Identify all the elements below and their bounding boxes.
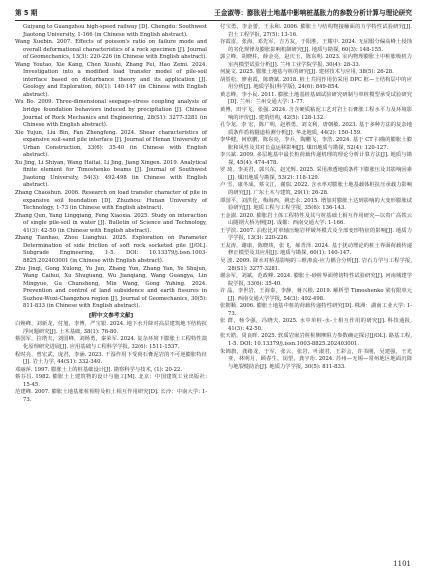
reference-entry: 李华健，何欣鹏，陈东亮，李兵，陶鹏飞，李浩. 2024. 基于 CT 扫描的膨胀土膨胀和风性及其对长盒运移影响[J]. 煤田地质与勘探, 52(4): 120-127. (220, 137, 412, 151)
reference-entry: 孔令龙，李 宏，陈广明，赵胜勇，刘文利，唐朝敏. 2023. 基于多种方法的复杂地质条件盾构隧道检测分析[J]. 华北地质, 44(2): 150-159. (220, 122, 412, 136)
reference-entry: 王学滨. 2007. 泊松比对单轴压缩岩样破坏模式及全部变形特征的影响[J]. 地质力学学报, 13(3): 220-226. (220, 227, 412, 242)
reference-entry: 罗 琦，李美君，郭兴东，赵光辉. 2025. 采用渗透地质条件下膨胀压及其影响因素[J]. 煤田地质与勘探, 53(2): 118-129. (220, 167, 412, 181)
reference-entry: 蔡国军，拉塔夫，刘国峰，刘杨勇，秦荣军. 2024. 复杂环境下膨胀土工程特性演化原理研究进展[J]. 应用基础与工程科学学报, 32(6): 1511-1537. (15, 336, 207, 350)
reference-entry: Guiyang to Guangzhou high-speed railway [D]. Chengdu: Southwest Jiaotong University, 1-166 (in Chinese with English abstract). (23, 24, 207, 38)
reference-entry: 白焕峰，刘新龙，付旭，李博，严宝银. 2024. 地下水升降对高层建筑地下结构抗浮问题研究[J]. 土木基础, 38(1): 76-80. (15, 321, 207, 335)
reference-entry: Wu Bo. 2009. Three-dimensional seepage-stress coupling analysis of bridge foundation behaviors induced by precipitation [J]. Chinese Journal of Rock Mechanics and Engineering, 28(S1): 3277-3281 (in Chinese with English abstract). (15, 99, 207, 129)
reference-entry: 范建峰. 2007. 膨胀土地基胀桩相特及桩土相互作用研究[D]. 长沙：中南大学: 1-73. (15, 389, 207, 403)
reference-entry: 张朝顺. 2006. 膨胀土地基中桩的荷载传递特性研究[D]. 株洲：湖南工业大学: 1-73. (220, 303, 412, 317)
reference-entry: 张 群，杨令强，冯晓夫. 2025. 水中单桩-水-土相互作用的研究[J]. 科技通报, 41(3): 42-50. (220, 318, 412, 332)
reference-entry: 王金淑. 2020. 膨胀岩土体工程特性及其与桩基础土相互作用研究—以贵广高铁云山隧钢大桥为例[D]. 成都：西南交通大学: 1-166. (220, 212, 412, 227)
reference-entry: 付宝勇，李金蕾，王永和. 2006. 膨胀土与结构物接触面的力学特性试验研究[J]. 岩土工程学报, 27(5): 13-16. (220, 24, 412, 38)
reference-entry: 谷霞雷，张海，邓先军，吉方友，于阳胜，王耀中. 2024. 无屈服分偏高峰土侵蚀的劣化规律及膨胀影响机制研究[J]. 地质与勘探, 60(3): 148-155. (220, 39, 412, 53)
reference-entry: 许 晶，李世岩，王海泰，李静，蒋兴根. 2019. 解析型 Timoshenko 梁有限单元[J]. 西南交通大学学报, 54(3): 492-498. (220, 288, 412, 302)
reference-entry: Zhang Qun, Yang Lingqiang, Feng Xiaoxia. 2025. Study on interaction of single pile-soil in water [J]. Bulletin of Science and Technology, 41(3): 42-50 (in Chinese with English abstract). (15, 212, 207, 234)
issue-label: 第 5 期 (15, 9, 38, 17)
reference-entry: 谭国平，刘洪化，梅海西，姚忠永. 2015. 增加对膨胀土达到影响的大变形膨胀试验研究[J]. 地质工程与工程学报, 35(6): 136-143. (220, 197, 412, 212)
reference-entry: 程时亮，曾宏武，庞君，李涵. 2023. 干湿作用下受荷石膏泥岩的不可逆膨胀特征[J]. 岩土力学, 44(S1): 332-340. (15, 351, 207, 366)
right-column (220, 24, 412, 371)
reference-entry: 黄志峰，李小民. 2011. 膨胀土地基桩基础试验研究研制与单桩模型承受试验研究[D]. 兰州：兰州交通大学: 1-77. (220, 91, 412, 106)
reference-entry: Xu Jing, Li Shiyan, Wang Haitai, Li Jing, Jiang Xingen. 2019. Analytical finite element for Timoshenko beams [J]. Journal of Southwest Jiaotong University, 54(3): 492-498 (in Chinese with English abstract). (15, 159, 207, 189)
reference-entry: 蔡芬昌. 1982. 膨胀土上建筑物的设计与施工[M]. 北京：中国建筑工业出版社: 15-45. (15, 374, 207, 388)
reference-entry: Zhang Tianhao, Zhou Lianghui. 2025. Exploration on Parameter Determination of side friction of soft rock socketed pile [J/OL]. Subgrade Engineering, 1-5. DOI: 10.13379/j.issn.1003-8825.202403001 (in Chinese with English abstract). (15, 235, 207, 264)
reference-entry: 李兴斌. 2009. 多层地基中最长桩荷载传递机理的理论分析计算方法[J]. 地质与勘探, 45(4): 474-478. (220, 152, 412, 166)
reference-entry: Zhu Jinqi, Gong Xulong, Yu Jun, Zhang Yun, Zhang Yan, Ye Shujun, Wang Caihui, Xu Shuguang, Wu Jianqiang, Wang Guangya, Lin Mingyue, Gu Chunsheng, Min Wang, Gong Yuhing. 2024. Prevention and control of land subsidence and earth fissures in Suzhou-Wuxi-Changzhou region [J]. Journal of Geomechanics, 30(5): 811-833 (in Chinese with English abstract). (15, 265, 207, 310)
reference-entry: Xie Yujun, Liu Bin, Fan Zhengfeng. 2024. Shear characteristics of expansive soil-sand pile interface [J]. Journal of Henan University of Urban Construction, 33(6): 35-40 (in Chinese with English abstract). (15, 129, 207, 159)
reference-entry: 郭立峰，胡晓柱，薛金亮，赵庆玉，陈东明. 2023. 室内物理膨胀土中桩胀吸机力室内模型试验分析[J]. 兰州工业学院学报, 30(4): 28-33. (220, 54, 412, 68)
page-number: 1101 (393, 560, 411, 568)
reference-entry: 谢余军，刘斌，范政峰. 2024. 膨胀土-砂桩界面剪切特性试验研究[J]. 河南城建学院学报, 33(6): 35-40. (220, 273, 412, 287)
reference-entry: Wang Youtao, Xie Kang, Chen Xiushi, Zhang Fei, Hao Zemi. 2024. Investigation into a modified load transfer model of pile-soil interface based on disturbance theory and its application [J]. Geology and Exploration, 60(1): 140-147 (in Chinese with English abstract). (15, 61, 207, 98)
reference-entry: 胡贺松，廖甫霞，陈晓斌. 2018. 桩土共同作用仿采用 DPC 框—土结构层中的应用分析[J]. 地质学报(科学版), 24(6): 849-854. (220, 76, 412, 91)
section-title: [附中文参考文献] (88, 312, 134, 319)
reference-entry: 张天皓，周良晖. 2025. 软质岩嵌岩桩桩侧摩阻力参数确定探讨[J/OL]. 路基工程, 1-5. DOI: 10.13379/j.issn.1003-8825.202403001. (220, 333, 412, 347)
left-column (15, 24, 207, 404)
reference-entry: 邓丽萍. 1997. 膨胀土上的桩基础设计[J]. 勘察科学与技术, (1): 20-22. (15, 366, 183, 373)
page-header (15, 6, 412, 21)
reference-entry: Wang Xuebin. 2007. Effects of poisson's ratio on failure mode and overall deformational characteristics of a rock specimen [J]. Journal of Geomechanics, 13(3): 220-226 (in Chinese with English abstract). (15, 39, 207, 61)
reference-entry: 朱锦旗，龚绪龙，于军，张云，张岩，叶淑君，王彩会，许书刚，吴建强，王光亚，林明月，顾春生，闵望，龚宇珩. 2024. 苏州—无锡—常州地区地面沉降与地裂缝防治[J]. 地质力学学报, 30(5): 811-833. (220, 348, 412, 370)
reference-entry: 黄博，田宇飞，张强. 2024. 含含硬质粘泥工艺对岩土石膏胀工程水平力及环境影响的评价[J]. 建筑结构, 42(5): 128-132. (220, 107, 412, 121)
reference-entry: 王友涛，谢康，陈晓竣，张飞，郝青泽. 2024. 基于扰动理论的桩土界面荷载传递修正模型及其应用[J]. 地质与勘探, 60(1): 140-147. (220, 242, 412, 257)
reference-entry: 卢 雪，康冬成，蔡文江，谢瑞. 2022. 含水率对膨胀土地基载体桩抗压承载力影响的研究[J]. 广东土木与建筑, 29(1): 26-28. (220, 182, 412, 197)
running-title: 王金淑等：膨胀岩土地基中影响桩基胀力的参数分析计算与理论研究 (214, 9, 412, 17)
reference-entry: Zhang Chaoshun. 2006. Research on load transfer character of pile in expansive soil foundation [D]. Zhuzhou: Hunan University of Technology, 1-73 (in Chinese with English abstract). (15, 190, 207, 212)
reference-entry: 吴 波. 2009. 降水对桥基影响的三维渗流-应力耦合分析[J]. 岩石力学与工程学报, 28(S1): 3277-3281. (220, 257, 412, 272)
reference-entry: 何旋文. 2025. 膨胀土地基与桩的研究[J]. 建材技术与应用, 38(5): 26-28. (220, 69, 394, 76)
